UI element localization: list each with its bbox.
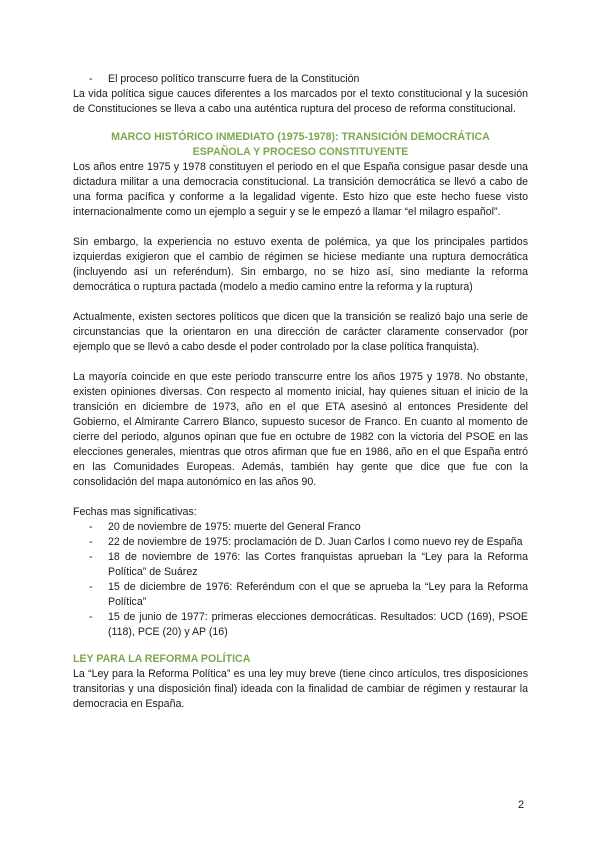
date-item [73,580,528,610]
bullet-dash: - [89,73,93,85]
date-item-text: 22 de noviembre de 1975: proclamación de D. Juan Carlos I como nuevo rey de España [108,536,523,548]
section1-paragraph-1: Los años entre 1975 y 1978 constituyen el periodo en el que España consigue pasar desde una dictadura militar a una democracia constitucional. La transición democrática se llevó a cabo de una forma pacífica y conforme a la legalidad vigente. Esto hizo que este hecho fuese visto internacionalmente como un ejemplo a seguir y se le empezó a llamar “el milagro español”. [73,161,528,218]
section2-paragraph: La “Ley para la Reforma Política” es una ley muy breve (tiene cinco artículos, tres disposiciones transitorias y una disposición final) ideada con la finalidad de cambiar de régimen y restaurar la democracia en España. [73,668,528,710]
bullet-dash: - [89,611,93,623]
date-item-text: 18 de noviembre de 1976: las Cortes franquistas aprueban la “Ley para la Reforma Política” de Suárez [108,551,528,578]
date-item [73,520,528,535]
section1-paragraph-4: La mayoría coincide en que este periodo transcurre entre los años 1975 y 1978. No obstante, existen opiniones diversas. Con respecto al momento inicial, hay quienes situan el inicio de la transición en diciembre de 1973, año en el que ETA asesinó al entonces Presidente del Gobierno, el Almirante Carrero Blanco, supuesto sucesor de Franco. En cuanto al momento de cierre del periodo, algunos opinan que fue en octubre de 1982 con la victoria del PSOE en las elecciones generales, mientras que otros afirman que fue en 1986, año en el que España entró en las Comunidades Europeas. Además, también hay gente que dice que fue con la consolidación del mapa autonómico en las años 90. [73,371,528,488]
intro-bullet [73,72,528,87]
section2-heading: LEY PARA LA REFORMA POLÍTICA [73,653,251,665]
document-page [73,72,528,712]
bullet-dash: - [89,581,93,593]
section1-heading-line1: MARCO HISTÓRICO INMEDIATO (1975-1978): TRANSICIÓN DEMOCRÁTICA [111,131,490,143]
date-item-text: 20 de noviembre de 1975: muerte del General Franco [108,521,361,533]
date-item-text: 15 de diciembre de 1976: Referéndum con el que se aprueba la “Ley para la Reforma Política” [108,581,528,608]
section1-heading-line2: ESPAÑOLA Y PROCESO CONSTITUYENTE [192,146,409,158]
page-number: 2 [518,799,525,811]
intro-paragraph: La vida política sigue cauces diferentes a los marcados por el texto constitucional y la sucesión de Constituciones se lleva a cabo una auténtica ruptura del proceso de reforma constitucional. [73,88,528,115]
section1-paragraph-2: Sin embargo, la experiencia no estuvo exenta de polémica, ya que los principales partidos izquierdas exigieron que el cambio de régimen se hiciese mediante una ruptura democrática (incluyendo así un referéndum). Sin embargo, no se hizo así, sino mediante la reforma democrática o ruptura pactada (modelo a medio camino entre la reforma y la ruptura) [73,236,528,293]
date-item [73,610,528,640]
date-item [73,550,528,580]
date-item-text: 15 de junio de 1977: primeras elecciones democráticas. Resultados: UCD (169), PSOE (118), PCE (20) y AP (16) [108,611,528,638]
date-item [73,535,528,550]
section1-heading [73,130,528,160]
dates-title: Fechas mas significativas: [73,506,197,518]
bullet-dash: - [89,536,93,548]
intro-bullet-text: El proceso político transcurre fuera de la Constitución [108,73,360,85]
bullet-dash: - [89,551,93,563]
section1-paragraph-3: Actualmente, existen sectores políticos que dicen que la transición se realizó bajo una serie de circunstancias que la orientaron en una dirección de carácter claramente conservador (por ejemplo que se llevó a cabo desde el poder controlado por la clase política franquista). [73,311,528,353]
bullet-dash: - [89,521,93,533]
